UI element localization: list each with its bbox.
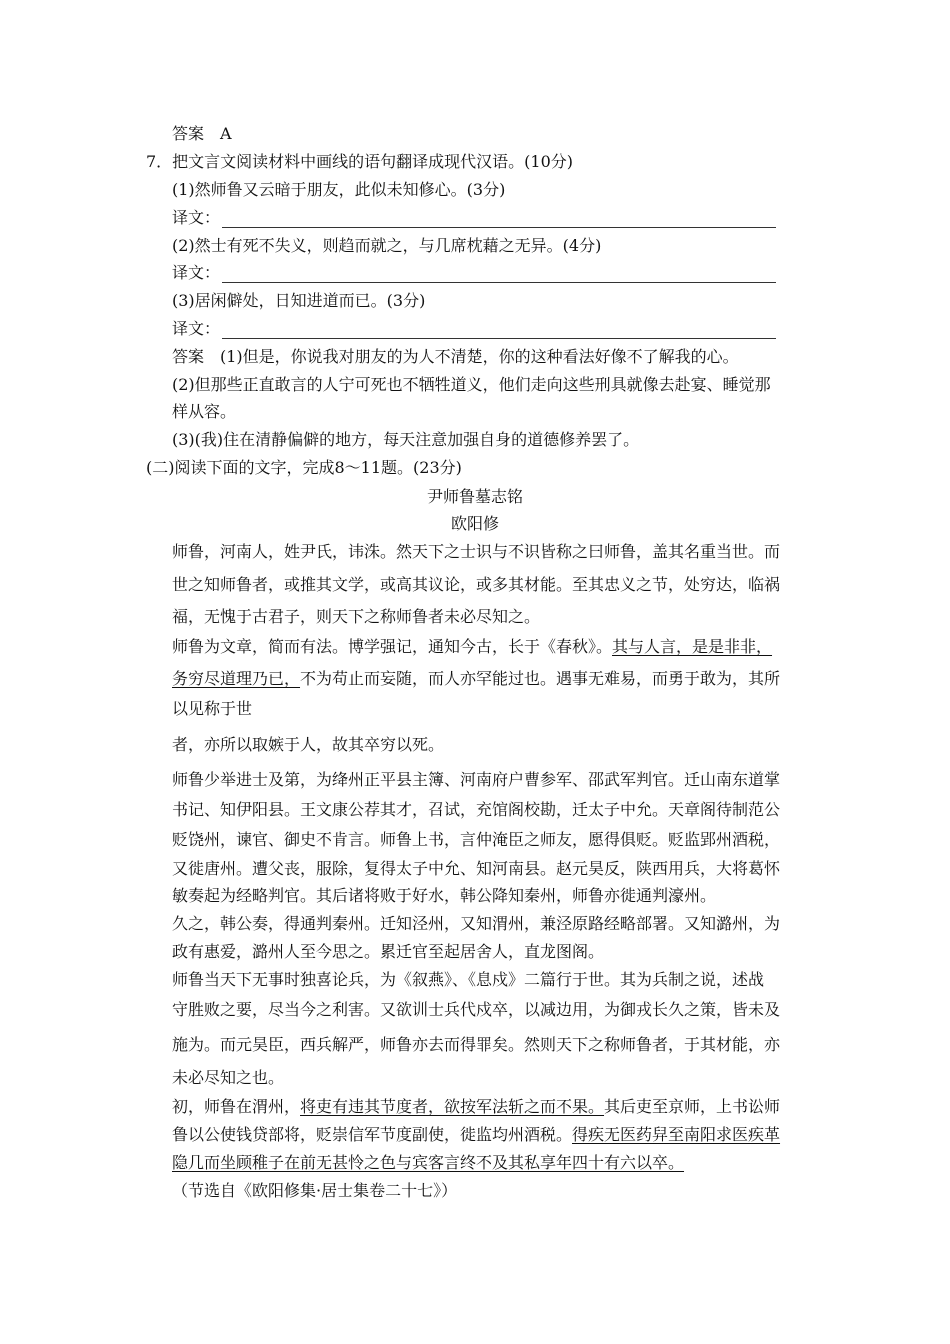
q7-item-2: (2)然士有死不失义，则趋而就之，与几席枕藉之无异。(4分) bbox=[172, 236, 602, 255]
q7-answer-line-4: (3)(我)住在清静偏僻的地方，每天注意加强自身的道德修养罢了。 bbox=[172, 430, 640, 449]
passage-p4-line-2: 政有惠爱，潞州人至今思之。累迁官至起居舍人，直龙图阁。 bbox=[172, 942, 605, 961]
passage-source: （节选自《欧阳修集·居士集卷二十七》） bbox=[172, 1181, 458, 1200]
q7-translation-row-3 bbox=[172, 319, 776, 341]
question-7-title: 7．把文言文阅读材料中画线的语句翻译成现代汉语。(10分) bbox=[146, 152, 574, 171]
passage-title: 尹师鲁墓志铭 bbox=[426, 487, 523, 506]
passage-p2-line-4: 者，亦所以取嫉于人，故其卒穷以死。 bbox=[172, 735, 445, 754]
passage-text: 师鲁为文章，简而有法。博学强记，通知今古，长于《春秋》。 bbox=[172, 637, 613, 656]
passage-p3-line-3: 贬饶州，谏官、御史不肯言。师鲁上书，言仲淹臣之师友，愿得俱贬。贬监郢州酒税， bbox=[172, 830, 781, 849]
passage-author: 欧阳修 bbox=[450, 514, 499, 533]
passage-p3-line-1: 师鲁少举进士及第，为绛州正平县主簿、河南府户曹参军、邵武军判官。迁山南东道掌 bbox=[172, 770, 781, 789]
underlined-sentence: 其与人言，是是非非， bbox=[612, 637, 773, 656]
passage-text: 鲁以公使钱贷部将，贬崇信军节度副使，徙监均州酒税。 bbox=[172, 1125, 573, 1144]
q7-translation-row-1 bbox=[172, 208, 776, 230]
passage-p6-line-2 bbox=[172, 1125, 780, 1147]
translate-label: 译文： bbox=[172, 263, 221, 282]
passage-p2-line-1 bbox=[172, 637, 772, 659]
passage-p2-line-3: 以见称于世 bbox=[172, 699, 253, 718]
q7-item-1: (1)然师鲁又云暗于朋友，此似未知修心。(3分) bbox=[172, 180, 506, 199]
translation-blank-1[interactable] bbox=[222, 211, 776, 228]
translate-label: 译文： bbox=[172, 208, 221, 227]
passage-text: 初，师鲁在渭州， bbox=[172, 1097, 301, 1116]
q7-answer-line-1: 答案 (1)但是，你说我对朋友的为人不清楚，你的这种看法好像不了解我的心。 bbox=[172, 347, 739, 366]
passage-text: 不为苟止而妄随，而人亦罕能过也。遇事无难易，而勇于敢为，其所 bbox=[300, 669, 781, 688]
q7-answer-line-3: 样从容。 bbox=[172, 402, 237, 421]
q7-item-3: (3)居闲僻处，日知进道而已。(3分) bbox=[172, 291, 426, 310]
passage-p5-line-4: 未必尽知之也。 bbox=[172, 1068, 285, 1087]
underlined-sentence: 隐几而坐顾稚子在前无甚怜之色与宾客言终不及其私享年四十有六以卒。 bbox=[172, 1153, 685, 1172]
passage-p4-line-1: 久之，韩公奏，得通判秦州。迁知泾州，又知渭州，兼泾原路经略部署。又知潞州，为 bbox=[172, 914, 781, 933]
section-2-heading: (二)阅读下面的文字，完成8～11题。(23分) bbox=[146, 458, 462, 477]
q7-answer-line-2: (2)但那些正直敢言的人宁可死也不牺牲道义，他们走向这些刑具就像去赴宴、睡觉那 bbox=[172, 375, 771, 394]
passage-p1-line-2: 世之知师鲁者，或推其文学，或高其议论，或多其材能。至其忠义之节，处穷达，临祸 bbox=[172, 575, 781, 594]
passage-p2-line-2 bbox=[172, 669, 780, 691]
passage-p1-line-3: 福，无愧于古君子，则天下之称师鲁者未必尽知之。 bbox=[172, 607, 541, 626]
translate-label: 译文： bbox=[172, 319, 221, 338]
passage-p6-line-3 bbox=[172, 1153, 684, 1175]
passage-p5-line-3: 施为。而元昊臣，西兵解严，师鲁亦去而得罪矣。然则天下之称师鲁者，于其材能，亦 bbox=[172, 1035, 781, 1054]
passage-p1-line-1: 师鲁，河南人，姓尹氏，讳洙。然天下之士识与不识皆称之曰师鲁，盖其名重当世。而 bbox=[172, 542, 781, 561]
passage-p5-line-2: 守胜败之要，尽当今之利害。又欲训士兵代戍卒，以减边用，为御戎长久之策，皆未及 bbox=[172, 1000, 781, 1019]
translation-blank-2[interactable] bbox=[222, 266, 776, 283]
passage-p3-line-2: 书记、知伊阳县。王文康公荐其才，召试，充馆阁校勘，迁太子中允。天章阁待制范公 bbox=[172, 800, 781, 819]
underlined-sentence: 务穷尽道理乃已， bbox=[172, 669, 301, 688]
translation-blank-3[interactable] bbox=[222, 322, 776, 339]
passage-p6-line-1 bbox=[172, 1097, 780, 1119]
underlined-sentence: 得疾无医药舁至南阳求医疾革 bbox=[572, 1125, 781, 1144]
passage-p3-line-4: 又徙唐州。遭父丧，服除，复得太子中允、知河南县。赵元昊反，陕西用兵，大将葛怀 bbox=[172, 859, 781, 878]
q7-translation-row-2 bbox=[172, 263, 776, 285]
passage-p3-line-5: 敏奏起为经略判官。其后诸将败于好水，韩公降知秦州，师鲁亦徙通判濠州。 bbox=[172, 886, 717, 905]
answer-a: 答案 A bbox=[172, 124, 232, 143]
passage-text: 其后吏至京师，上书讼师 bbox=[604, 1097, 781, 1116]
underlined-sentence: 将吏有违其节度者，欲按军法斩之而不果。 bbox=[300, 1097, 605, 1116]
passage-p5-line-1: 师鲁当天下无事时独喜论兵，为《叙燕》、《息戍》二篇行于世。其为兵制之说，述战 bbox=[172, 970, 765, 989]
